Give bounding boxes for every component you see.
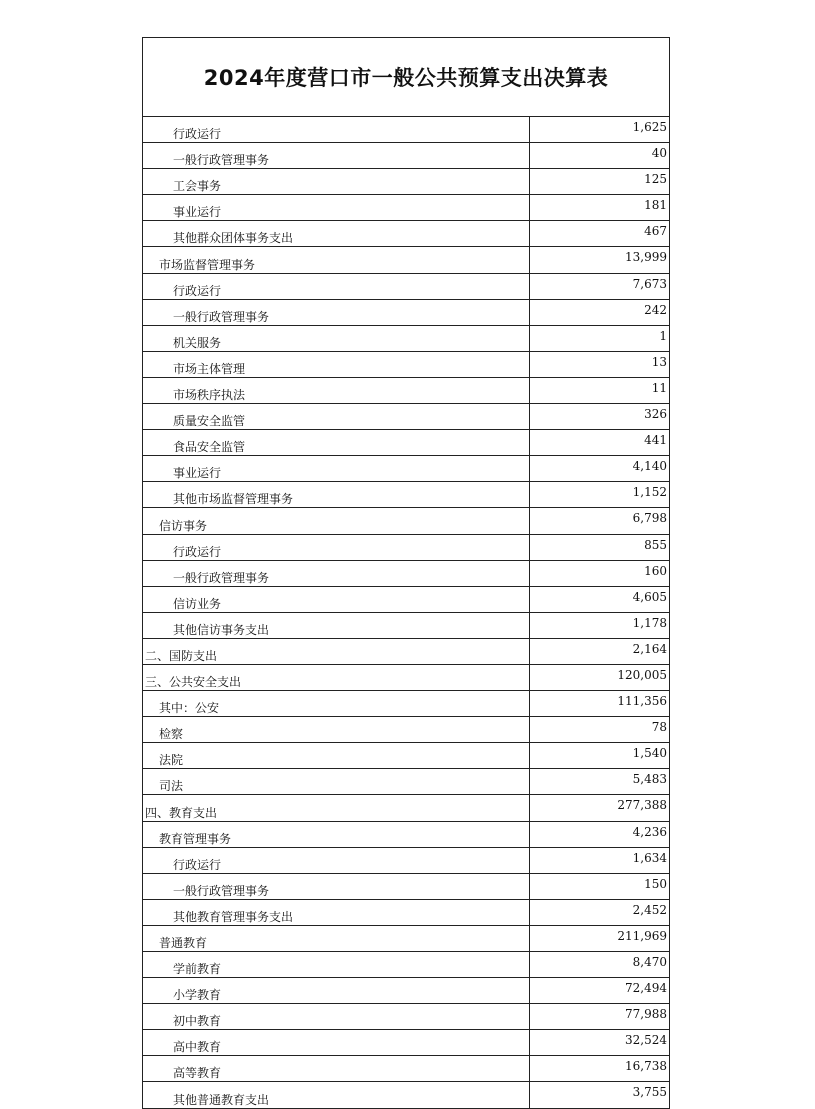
item-name-cell: 市场秩序执法 — [143, 377, 530, 403]
amount-cell: 13,999 — [530, 247, 670, 273]
table-row — [143, 821, 669, 847]
table-row — [143, 717, 669, 743]
amount-cell: 1,178 — [530, 612, 670, 638]
amount-cell: 16,738 — [530, 1056, 670, 1082]
amount-cell: 125 — [530, 169, 670, 195]
amount-cell: 32,524 — [530, 1030, 670, 1056]
title-row — [143, 38, 669, 117]
table-row — [143, 456, 669, 482]
item-name-cell: 事业运行 — [143, 195, 530, 221]
amount-cell: 160 — [530, 560, 670, 586]
table-row — [143, 482, 669, 508]
amount-cell: 855 — [530, 534, 670, 560]
table-row — [143, 508, 669, 534]
amount-cell: 2,164 — [530, 638, 670, 664]
table-row — [143, 978, 669, 1004]
item-name-cell: 市场监督管理事务 — [143, 247, 530, 273]
item-name-cell: 高等教育 — [143, 1056, 530, 1082]
item-name-cell: 其中：公安 — [143, 691, 530, 717]
table-row — [143, 351, 669, 377]
table-row — [143, 430, 669, 456]
amount-cell: 4,236 — [530, 821, 670, 847]
table-row — [143, 586, 669, 612]
item-name-cell: 三、公共安全支出 — [143, 664, 530, 690]
item-name-cell: 机关服务 — [143, 325, 530, 351]
item-name-cell: 一般行政管理事务 — [143, 143, 530, 169]
item-name-cell: 质量安全监管 — [143, 404, 530, 430]
item-name-cell: 四、教育支出 — [143, 795, 530, 821]
item-name-cell: 初中教育 — [143, 1004, 530, 1030]
item-name-cell: 食品安全监管 — [143, 430, 530, 456]
table-row — [143, 925, 669, 951]
amount-cell: 4,140 — [530, 456, 670, 482]
table-row — [143, 247, 669, 273]
table-row — [143, 1004, 669, 1030]
item-name-cell: 行政运行 — [143, 534, 530, 560]
item-name-cell: 学前教育 — [143, 952, 530, 978]
table-row — [143, 691, 669, 717]
item-name-cell: 高中教育 — [143, 1030, 530, 1056]
table-row — [143, 195, 669, 221]
amount-cell: 6,798 — [530, 508, 670, 534]
amount-cell: 72,494 — [530, 978, 670, 1004]
item-name-cell: 行政运行 — [143, 273, 530, 299]
amount-cell: 1,625 — [530, 117, 670, 143]
table-row — [143, 143, 669, 169]
amount-cell: 11 — [530, 377, 670, 403]
item-name-cell: 其他普通教育支出 — [143, 1082, 530, 1108]
item-name-cell: 一般行政管理事务 — [143, 299, 530, 325]
table-row — [143, 1082, 669, 1108]
item-name-cell: 市场主体管理 — [143, 351, 530, 377]
amount-cell: 467 — [530, 221, 670, 247]
table-row — [143, 612, 669, 638]
item-name-cell: 信访业务 — [143, 586, 530, 612]
table-row — [143, 560, 669, 586]
amount-cell: 2,452 — [530, 899, 670, 925]
item-name-cell: 行政运行 — [143, 847, 530, 873]
amount-cell: 277,388 — [530, 795, 670, 821]
item-name-cell: 其他市场监督管理事务 — [143, 482, 530, 508]
item-name-cell: 工会事务 — [143, 169, 530, 195]
table-body — [143, 117, 669, 1108]
item-name-cell: 其他教育管理事务支出 — [143, 899, 530, 925]
amount-cell: 120,005 — [530, 664, 670, 690]
table-row — [143, 273, 669, 299]
item-name-cell: 法院 — [143, 743, 530, 769]
table-row — [143, 299, 669, 325]
page-title: 2024年度营口市一般公共预算支出决算表 — [203, 66, 609, 90]
amount-cell: 211,969 — [530, 925, 670, 951]
item-name-cell: 信访事务 — [143, 508, 530, 534]
item-name-cell: 其他信访事务支出 — [143, 612, 530, 638]
amount-cell: 441 — [530, 430, 670, 456]
item-name-cell: 小学教育 — [143, 978, 530, 1004]
item-name-cell: 司法 — [143, 769, 530, 795]
amount-cell: 77,988 — [530, 1004, 670, 1030]
amount-cell: 78 — [530, 717, 670, 743]
table-row — [143, 664, 669, 690]
table-row — [143, 325, 669, 351]
table-row — [143, 795, 669, 821]
item-name-cell: 教育管理事务 — [143, 821, 530, 847]
amount-cell: 5,483 — [530, 769, 670, 795]
amount-cell: 150 — [530, 873, 670, 899]
table-row — [143, 377, 669, 403]
amount-cell: 8,470 — [530, 952, 670, 978]
expenditure-table — [143, 117, 669, 1108]
budget-table-sheet — [142, 37, 670, 1109]
amount-cell: 1 — [530, 325, 670, 351]
table-row — [143, 638, 669, 664]
table-row — [143, 221, 669, 247]
item-name-cell: 一般行政管理事务 — [143, 873, 530, 899]
amount-cell: 111,356 — [530, 691, 670, 717]
table-row — [143, 873, 669, 899]
item-name-cell: 二、国防支出 — [143, 638, 530, 664]
table-row — [143, 899, 669, 925]
item-name-cell: 其他群众团体事务支出 — [143, 221, 530, 247]
table-row — [143, 952, 669, 978]
item-name-cell: 行政运行 — [143, 117, 530, 143]
table-row — [143, 1030, 669, 1056]
amount-cell: 1,152 — [530, 482, 670, 508]
amount-cell: 326 — [530, 404, 670, 430]
table-row — [143, 534, 669, 560]
amount-cell: 4,605 — [530, 586, 670, 612]
item-name-cell: 普通教育 — [143, 925, 530, 951]
table-row — [143, 117, 669, 143]
table-row — [143, 169, 669, 195]
item-name-cell: 检察 — [143, 717, 530, 743]
amount-cell: 242 — [530, 299, 670, 325]
table-row — [143, 743, 669, 769]
amount-cell: 1,634 — [530, 847, 670, 873]
amount-cell: 7,673 — [530, 273, 670, 299]
amount-cell: 181 — [530, 195, 670, 221]
item-name-cell: 事业运行 — [143, 456, 530, 482]
table-row — [143, 1056, 669, 1082]
item-name-cell: 一般行政管理事务 — [143, 560, 530, 586]
table-row — [143, 404, 669, 430]
amount-cell: 13 — [530, 351, 670, 377]
amount-cell: 3,755 — [632, 1085, 667, 1100]
table-row — [143, 769, 669, 795]
amount-cell: 1,540 — [530, 743, 670, 769]
amount-cell: 40 — [530, 143, 670, 169]
table-row — [143, 847, 669, 873]
